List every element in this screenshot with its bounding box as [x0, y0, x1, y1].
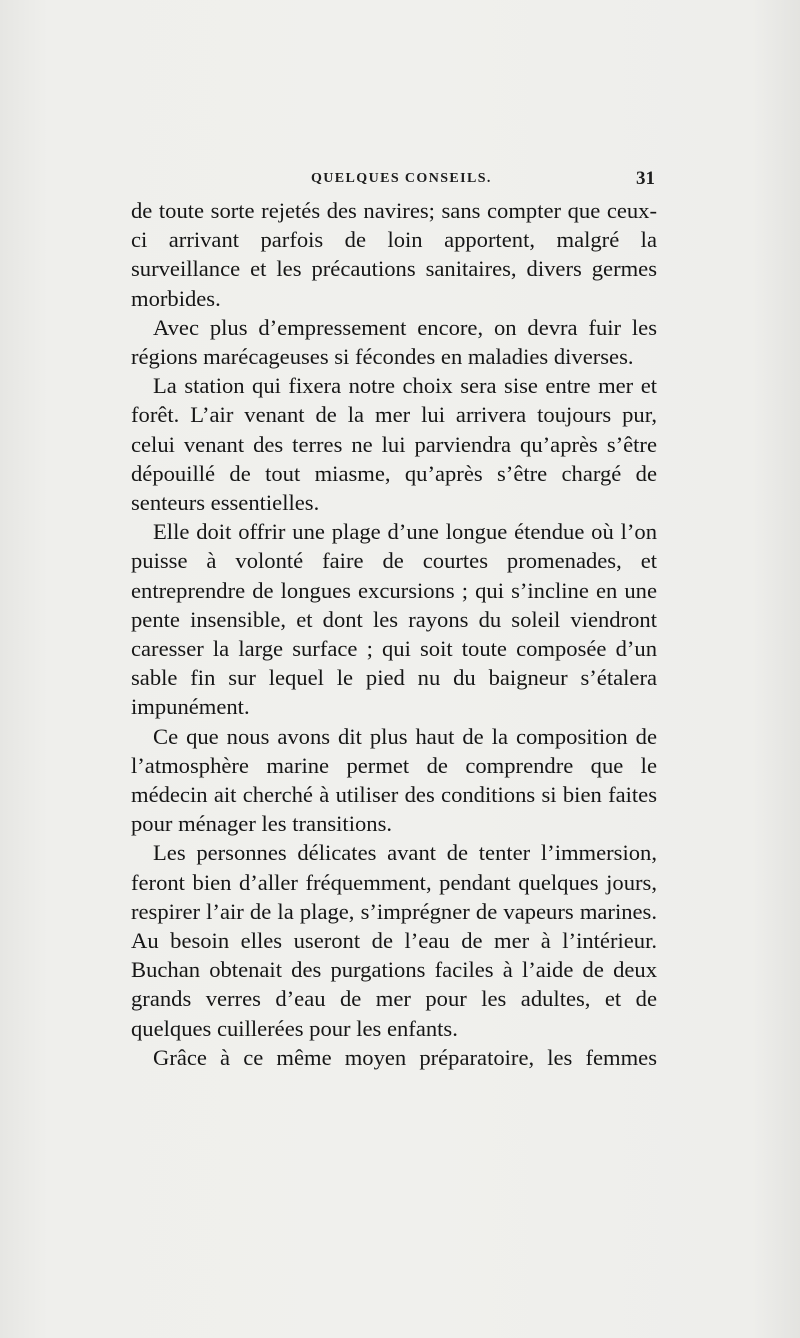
paragraph-3: La station qui fixera notre choix sera sise entre mer et forêt. L’air venant de la mer lui arrivera toujours pur, celui venant des terres ne lui parviendra qu’après s’être dépouillé de tout miasme, qu’après s’être chargé de senteurs essentielles.: [131, 373, 657, 516]
running-title: QUELQUES CONSEILS.: [311, 171, 492, 186]
paragraph-2: Avec plus d’empressement encore, on devra fuir les régions marécageuses si fécondes en maladies diverses.: [131, 314, 657, 370]
paragraph-6: Les personnes délicates avant de tenter l’immersion, feront bien d’aller fréquemment, pendant quelques jours, respirer l’air de la plage, s’imprégner de vapeurs marines. Au besoin elles useront de l’eau de mer à l’intérieur. Buchan obtenait des purgations faciles à l’aide de deux grands verres d’eau de mer pour les adultes, et de quelques cuillerées pour les enfants.: [131, 840, 657, 1041]
paragraph-4: Elle doit offrir une plage d’une longue étendue où l’on puisse à volonté faire de courtes promenades, et entreprendre de longues excursions ; qui s’incline en une pente insensible, et dont les rayons du soleil viendront caresser la large surface ; qui soit toute composée d’un sable fin sur lequel le pied nu du baigneur s’étalera impunément.: [131, 519, 657, 720]
page-header: [131, 168, 657, 192]
paragraph-7: Grâce à ce même moyen préparatoire, les femmes: [153, 1044, 657, 1070]
page-number: 31: [636, 168, 655, 189]
paragraph-5: Ce que nous avons dit plus haut de la composition de l’atmosphère marine permet de comprendre que le médecin ait cherché à utiliser des conditions si bien faites pour ménager les transitions.: [131, 723, 657, 837]
body-text: [131, 196, 657, 1072]
paragraph-1: de toute sorte rejetés des navires; sans compter que ceux-ci arrivant parfois de loin apportent, malgré la surveillance et les précautions sanitaires, divers germes morbides.: [131, 198, 657, 311]
